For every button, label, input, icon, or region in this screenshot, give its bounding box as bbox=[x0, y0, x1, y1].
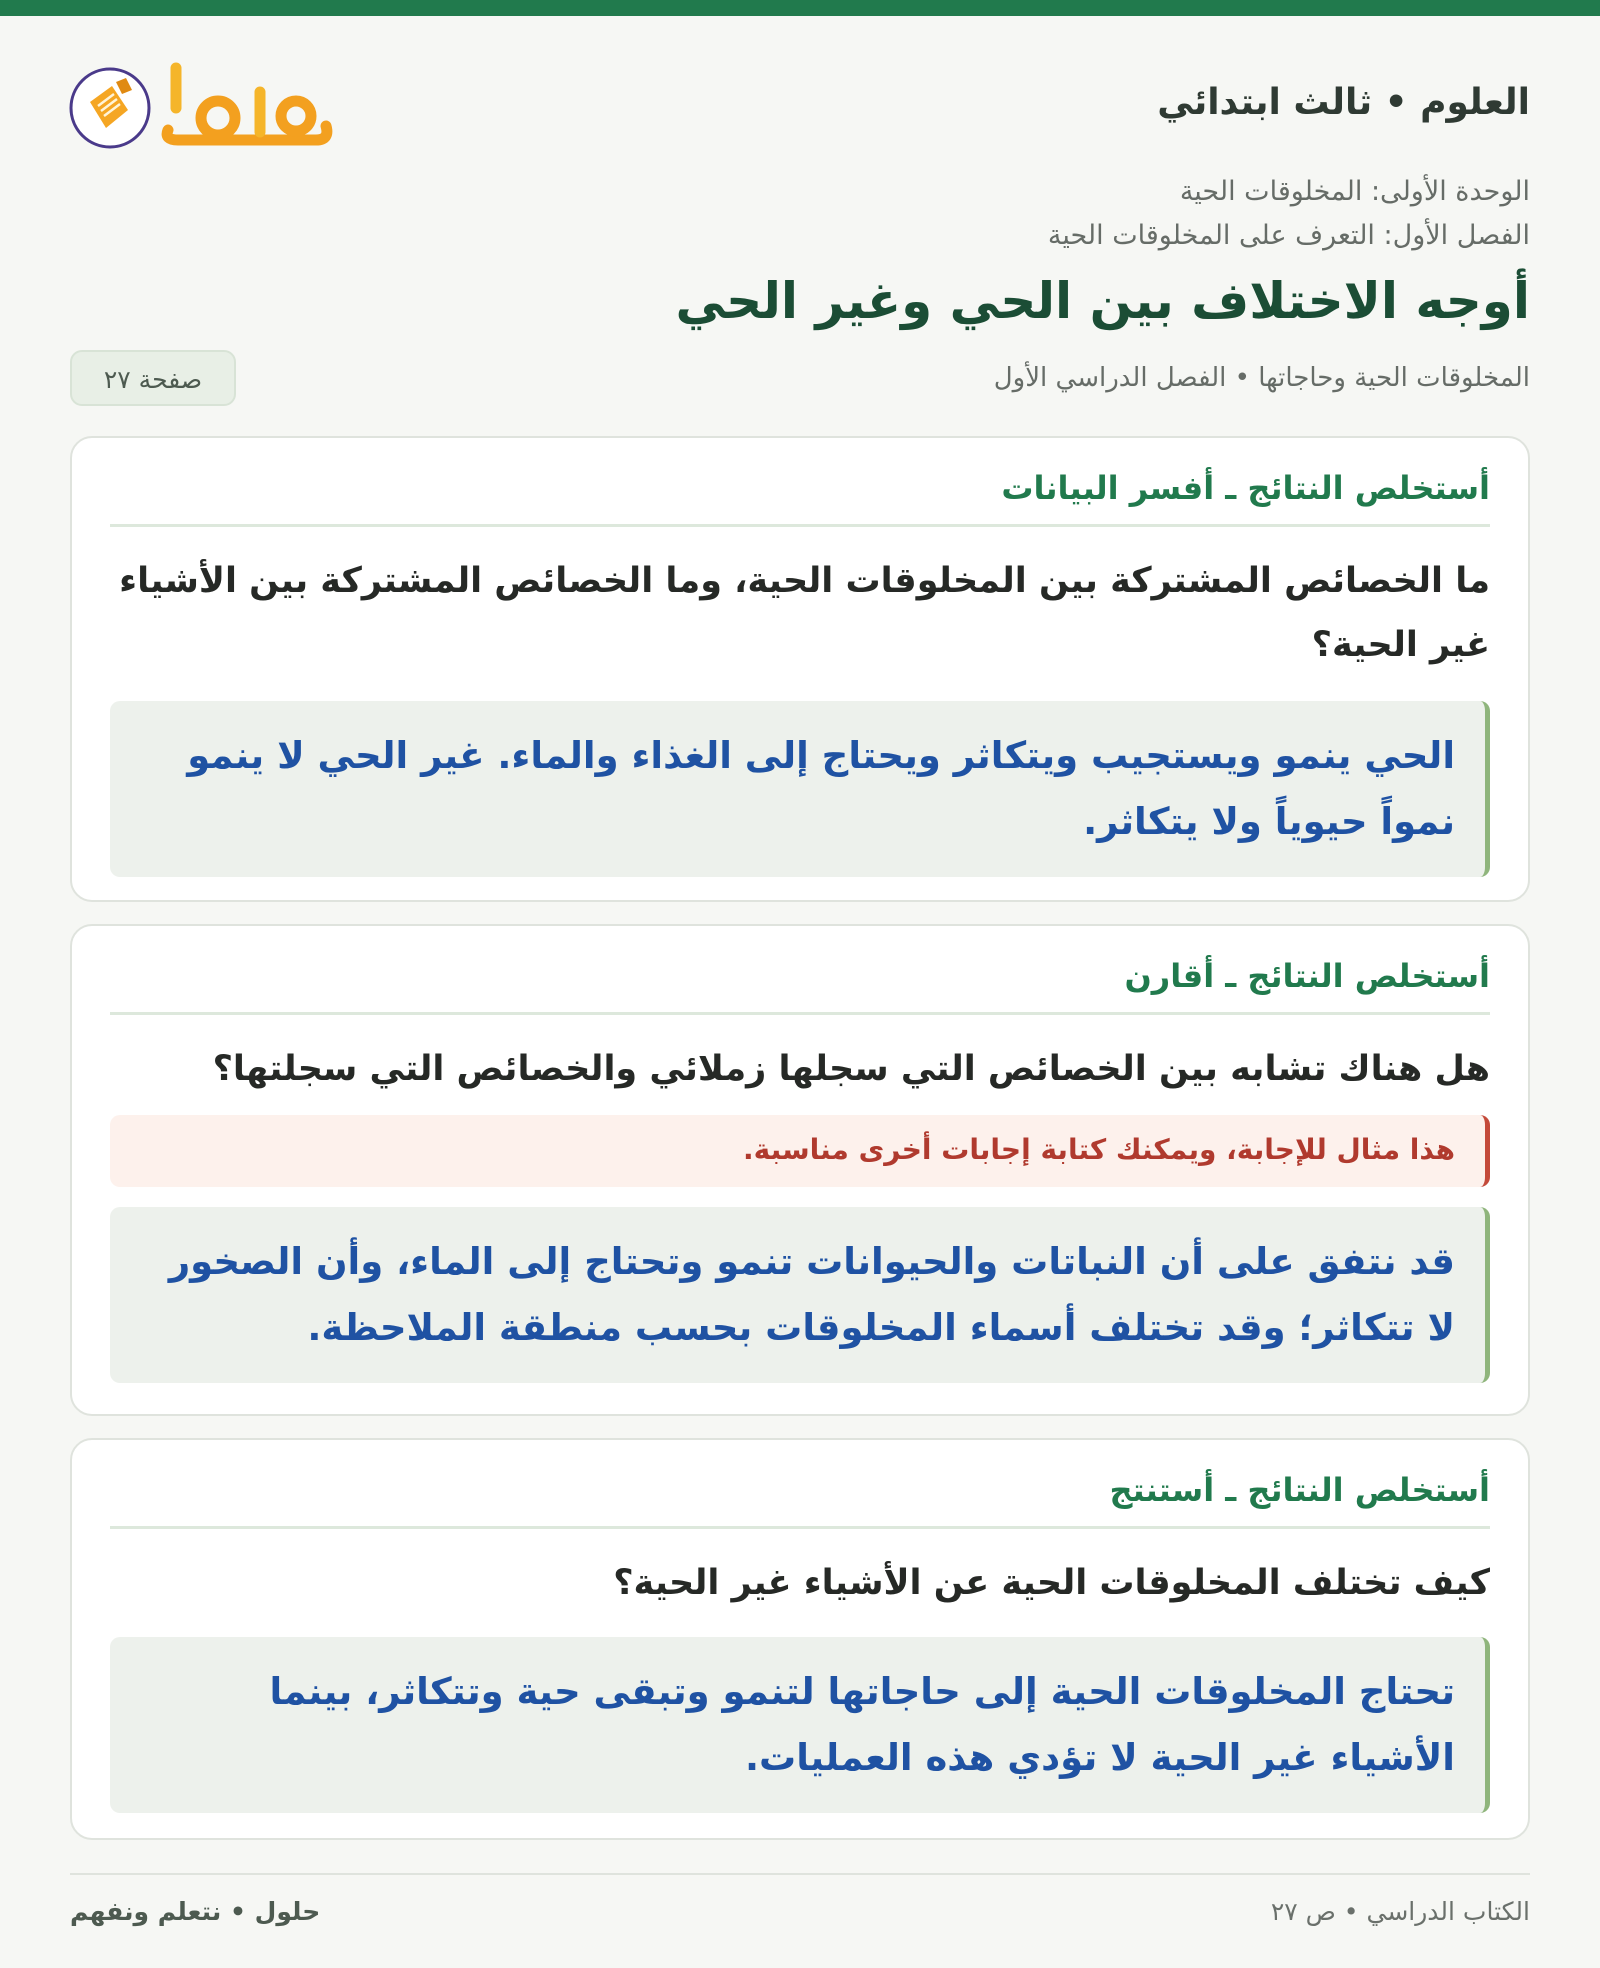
question-card-3 bbox=[70, 1438, 1530, 1840]
question-card-2 bbox=[70, 924, 1530, 1416]
answer-box: الحي ينمو ويستجيب ويتكاثر ويحتاج إلى الغذاء والماء. غير الحي لا ينمو نمواً حيوياً ولا يتكاثر. bbox=[110, 701, 1490, 877]
lesson-subline: المخلوقات الحية وحاجاتها • الفصل الدراسي الأول bbox=[993, 363, 1530, 393]
book-pencil-icon bbox=[68, 48, 338, 158]
footer-brand[interactable]: حلول • نتعلم ونفهم bbox=[70, 1897, 321, 1926]
question-text: ما الخصائص المشتركة بين المخلوقات الحية، وما الخصائص المشتركة بين الأشياء غير الحية؟ bbox=[119, 561, 1490, 665]
question-text: كيف تختلف المخلوقات الحية عن الأشياء غير الحية؟ bbox=[613, 1563, 1490, 1603]
card-kicker: أستخلص النتائج ـ أستنتج bbox=[110, 1466, 1490, 1529]
footer-divider bbox=[70, 1873, 1530, 1875]
page-title: أوجه الاختلاف بين الحي وغير الحي bbox=[675, 272, 1530, 330]
site-logo[interactable] bbox=[68, 48, 338, 158]
answer-box: قد نتفق على أن النباتات والحيوانات تنمو وتحتاج إلى الماء، وأن الصخور لا تتكاثر؛ وقد تختلف أسماء المخلوقات بحسب منطقة الملاحظة. bbox=[110, 1207, 1490, 1383]
card-kicker: أستخلص النتائج ـ أقارن bbox=[110, 952, 1490, 1015]
footer-book-reference: الكتاب الدراسي • ص ٢٧ bbox=[1270, 1897, 1530, 1926]
header bbox=[430, 80, 1530, 126]
card-kicker: أستخلص النتائج ـ أفسر البيانات bbox=[110, 464, 1490, 527]
unit-breadcrumb: الوحدة الأولى: المخلوقات الحية bbox=[1179, 176, 1530, 207]
question-card-1 bbox=[70, 436, 1530, 902]
question-text: هل هناك تشابه بين الخصائص التي سجلها زملائي والخصائص التي سجلتها؟ bbox=[212, 1049, 1490, 1089]
page-number-badge: صفحة ٢٧ bbox=[70, 350, 236, 406]
answer-box: تحتاج المخلوقات الحية إلى حاجاتها لتنمو وتبقى حية وتتكاثر، بينما الأشياء غير الحية لا تؤدي هذه العمليات. bbox=[110, 1637, 1490, 1813]
chapter-breadcrumb: الفصل الأول: التعرف على المخلوقات الحية bbox=[1047, 220, 1530, 251]
sample-answer-note: هذا مثال للإجابة، ويمكنك كتابة إجابات أخرى مناسبة. bbox=[110, 1115, 1490, 1187]
course-title: العلوم • ثالث ابتدائي bbox=[1157, 82, 1530, 123]
top-accent-bar bbox=[0, 0, 1600, 16]
